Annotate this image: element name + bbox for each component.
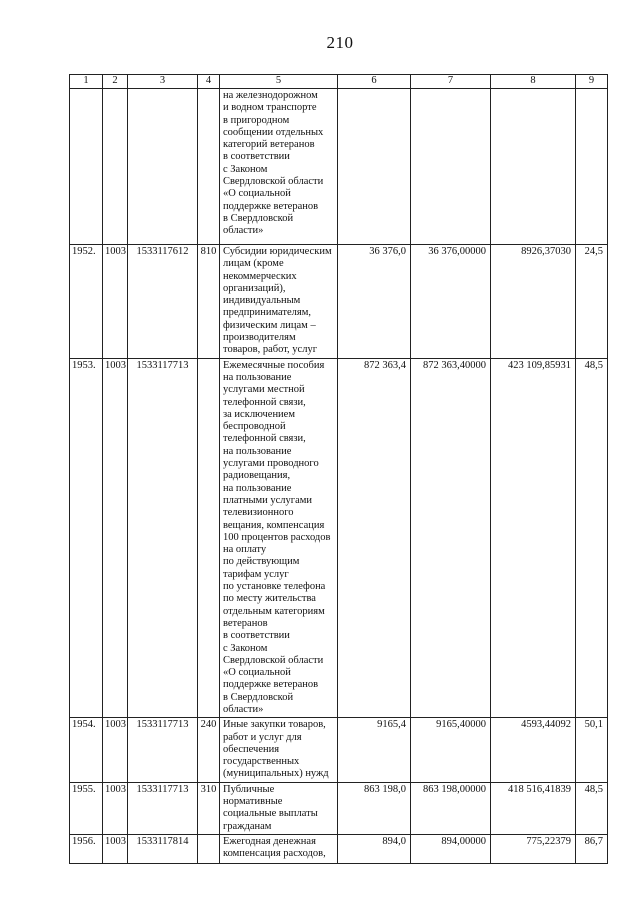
executed-amount <box>491 89 576 245</box>
row-number: 1952. <box>70 245 103 359</box>
table-row <box>70 718 608 782</box>
target-article-code: 1533117814 <box>128 834 198 863</box>
row-number: 1955. <box>70 782 103 834</box>
table-row <box>70 245 608 359</box>
expense-type-code <box>198 358 220 718</box>
item-name: на железнодорожном и водном транспорте в пригородном сообщении отдельных категорий ветеранов в соответствии с Законом Свердловской области «О социальной поддержке ветеранов в Свердловской области» <box>220 89 338 245</box>
section-code: 1003 <box>103 358 128 718</box>
col-header-4: 4 <box>198 75 220 89</box>
target-article-code: 1533117713 <box>128 782 198 834</box>
planned-amount-precise <box>411 89 491 245</box>
column-number-header-row <box>70 75 608 89</box>
planned-amount: 863 198,0 <box>338 782 411 834</box>
budget-execution-table <box>69 74 608 864</box>
section-code: 1003 <box>103 718 128 782</box>
item-name: Ежегодная денежная компенсация расходов, <box>220 834 338 863</box>
target-article-code: 1533117612 <box>128 245 198 359</box>
col-header-9: 9 <box>576 75 608 89</box>
expense-type-code <box>198 834 220 863</box>
section-code <box>103 89 128 245</box>
planned-amount <box>338 89 411 245</box>
table-row <box>70 358 608 718</box>
col-header-2: 2 <box>103 75 128 89</box>
col-header-7: 7 <box>411 75 491 89</box>
executed-amount: 423 109,85931 <box>491 358 576 718</box>
col-header-3: 3 <box>128 75 198 89</box>
planned-amount-precise: 36 376,00000 <box>411 245 491 359</box>
row-number <box>70 89 103 245</box>
planned-amount: 894,0 <box>338 834 411 863</box>
execution-percent: 48,5 <box>576 782 608 834</box>
table-row <box>70 834 608 863</box>
row-number: 1953. <box>70 358 103 718</box>
target-article-code <box>128 89 198 245</box>
planned-amount-precise: 9165,40000 <box>411 718 491 782</box>
table-row <box>70 89 608 245</box>
section-code: 1003 <box>103 834 128 863</box>
execution-percent: 48,5 <box>576 358 608 718</box>
planned-amount: 9165,4 <box>338 718 411 782</box>
page-number: 210 <box>326 33 354 52</box>
execution-percent: 24,5 <box>576 245 608 359</box>
item-name: Ежемесячные пособия на пользование услугами местной телефонной связи, за исключением беспроводной телефонной связи, на пользование услугами проводного радиовещания, на пользование платными услугами телевизионного вещания, компенсация 100 процентов расходов на оплату по действующим тарифам услуг по установке телефона по месту жительства отдельным категориям ветеранов в соответствии с Законом Свердловской области «О социальной поддержке ветеранов в Свердловской области» <box>220 358 338 718</box>
section-code: 1003 <box>103 245 128 359</box>
executed-amount: 775,22379 <box>491 834 576 863</box>
table-row <box>70 782 608 834</box>
row-number: 1954. <box>70 718 103 782</box>
expense-type-code: 810 <box>198 245 220 359</box>
section-code: 1003 <box>103 782 128 834</box>
target-article-code: 1533117713 <box>128 358 198 718</box>
planned-amount: 36 376,0 <box>338 245 411 359</box>
planned-amount-precise: 863 198,00000 <box>411 782 491 834</box>
executed-amount: 418 516,41839 <box>491 782 576 834</box>
row-number: 1956. <box>70 834 103 863</box>
expense-type-code <box>198 89 220 245</box>
expense-type-code: 240 <box>198 718 220 782</box>
target-article-code: 1533117713 <box>128 718 198 782</box>
planned-amount-precise: 894,00000 <box>411 834 491 863</box>
item-name: Иные закупки товаров, работ и услуг для обеспечения государственных (муниципальных) нужд <box>220 718 338 782</box>
execution-percent <box>576 89 608 245</box>
executed-amount: 4593,44092 <box>491 718 576 782</box>
col-header-1: 1 <box>70 75 103 89</box>
executed-amount: 8926,37030 <box>491 245 576 359</box>
expense-type-code: 310 <box>198 782 220 834</box>
col-header-5: 5 <box>220 75 338 89</box>
planned-amount: 872 363,4 <box>338 358 411 718</box>
col-header-6: 6 <box>338 75 411 89</box>
execution-percent: 86,7 <box>576 834 608 863</box>
col-header-8: 8 <box>491 75 576 89</box>
item-name: Публичные нормативные социальные выплаты гражданам <box>220 782 338 834</box>
planned-amount-precise: 872 363,40000 <box>411 358 491 718</box>
item-name: Субсидии юридическим лицам (кроме некоммерческих организаций), индивидуальным предпринимателям, физическим лицам – производителям товаров, работ, услуг <box>220 245 338 359</box>
execution-percent: 50,1 <box>576 718 608 782</box>
